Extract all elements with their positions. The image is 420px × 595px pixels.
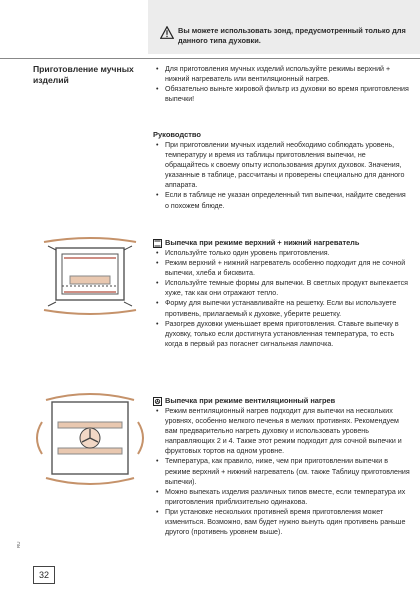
list-item: • Режим верхний + нижний нагреватель особенно подходит для не сочной выпечки, хлеба и бисквита. bbox=[153, 258, 411, 278]
fan-heater-icon bbox=[153, 397, 162, 406]
warning-band bbox=[148, 0, 420, 54]
oven-top-bottom-illustration bbox=[34, 236, 146, 316]
top-bottom-bullets bbox=[153, 248, 411, 349]
list-item: • При приготовлении мучных изделий необходимо соблюдать уровень, температуру и время из таблицы приготовления выпечки, не обращайтесь к своему опыту использования других духовок. Значения, указанные в таблице, рассчитаны и проверены специально для данного аппарата. bbox=[153, 140, 411, 190]
warning-triangle-icon bbox=[160, 26, 174, 39]
top-bottom-heading bbox=[153, 238, 411, 248]
intro-bullets bbox=[153, 64, 411, 104]
list-item: • Режим вентиляционный нагрев подходит для выпечки на нескольких уровнях, особенно мелкого печенья в мелких противнях. Рекомендуем вам предварительно нагреть духовку и использовать уровень направляющих 2 и 4. Также этот режим подходит для сочной выпечки и фруктовых тортов на одном уровне. bbox=[153, 406, 411, 456]
left-divider bbox=[0, 58, 148, 59]
right-divider bbox=[148, 58, 420, 59]
top-bottom-heater-icon bbox=[153, 239, 162, 248]
list-item: • Можно выпекать изделия различных типов вместе, если температура их приготовления приблизительно одинакова. bbox=[153, 487, 411, 507]
guide-heading: Руководство bbox=[153, 130, 202, 139]
side-code: RU bbox=[16, 541, 21, 548]
guide-block bbox=[153, 130, 411, 211]
list-item: • Используйте темные формы для выпечки. В светлых продукт выпекается хуже, так как они отражают тепло. bbox=[153, 278, 411, 298]
list-item: • Для приготовления мучных изделий используйте режимы верхний + нижний нагреватель или вентиляционный нагрев. bbox=[153, 64, 411, 84]
list-item: • Форму для выпечки устанавливайте на решетку. Если вы используете противень, прилагаемый к духовке, уберите решетку. bbox=[153, 298, 411, 318]
oven-fan-illustration bbox=[34, 392, 146, 486]
list-item: • Если в таблице не указан определенный тип выпечки, найдите сведения о похожем блюде. bbox=[153, 190, 411, 210]
top-bottom-heading-text: Выпечка при режиме верхний + нижний нагреватель bbox=[165, 238, 360, 247]
intro-block bbox=[153, 64, 411, 104]
page-number: 32 bbox=[33, 566, 55, 584]
list-item: • Разогрев духовки уменьшает время приготовления. Ставьте выпечку в духовку, только если достигнута установленная температура, то есть когда в первый раз погаснет сигнальная лампочка. bbox=[153, 319, 411, 349]
fan-heading bbox=[153, 396, 411, 406]
section-title: Приготовление мучных изделий bbox=[33, 64, 134, 85]
fan-heading-text: Выпечка при режиме вентиляционный нагрев bbox=[165, 396, 336, 405]
fan-bullets bbox=[153, 406, 411, 537]
list-item: • Используйте только один уровень приготовления. bbox=[153, 248, 411, 258]
list-item: • При установке нескольких противней время приготовления может измениться. Возможно, вам будет нужно вынуть один противень раньше другого (противень уровнем выше). bbox=[153, 507, 411, 537]
warning-text: Вы можете использовать зонд, предусмотренный только для данного типа духовки. bbox=[178, 26, 406, 45]
list-item: • Обязательно выньте жировой фильтр из духовки во время приготовления выпечки! bbox=[153, 84, 411, 104]
top-bottom-block bbox=[153, 238, 411, 349]
list-item: • Температура, как правило, ниже, чем при приготовлении выпечки в режиме верхний + нижний нагреватель (см. также Таблицу приготовления выпечки). bbox=[153, 456, 411, 486]
warning-note bbox=[160, 26, 410, 46]
fan-block bbox=[153, 396, 411, 537]
guide-bullets bbox=[153, 140, 411, 211]
